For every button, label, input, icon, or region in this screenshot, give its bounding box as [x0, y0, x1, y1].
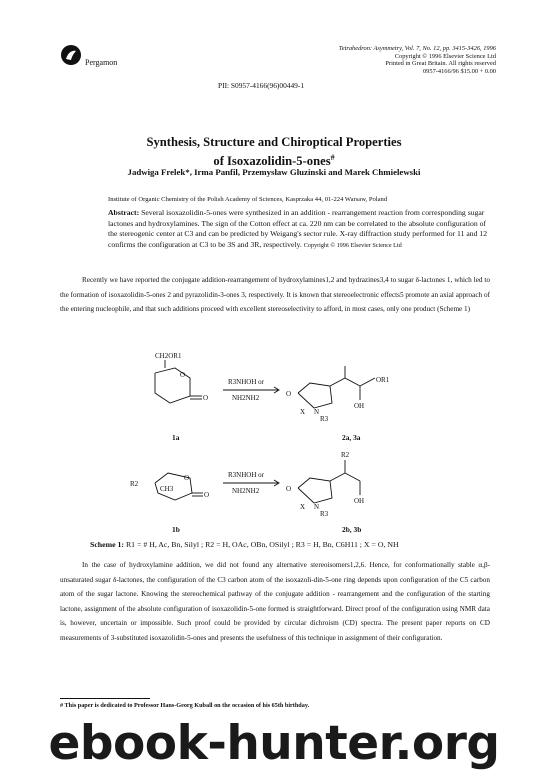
- scheme-caption: [90, 540, 399, 549]
- substituent-ch3-1b: CH3: [160, 485, 174, 493]
- reagent-hydrazine-1: NH2NH2: [232, 394, 260, 402]
- abstract: [108, 208, 488, 251]
- label-1b: 1b: [172, 525, 180, 534]
- title-footnote-mark: #: [330, 153, 335, 162]
- product-n-1: N: [314, 408, 320, 416]
- article-title: [0, 135, 548, 169]
- paragraph-2: In the case of hydroxylamine addition, we did not found any alternative stereoisomers1,2,6. Hence, for conformationally stable α,β-unsaturated sugar δ-lactones, the configuration of the C3 carbon atom of the isoxazoli-din-5-one ring depends upon configuration of the C5 carbon atom of the sugar lactone. Knowing the stereochemical pathway of the conjugate addition - rearrangement and the configuration of the starting lactone, assignment of the absolute configuration of isoxazolidin-5-one formed is straightforward. Direct proof of the configuration using NMR data is, however, uncertain or impossible. Such proof could be provided by circular dichroism (CD) spectra. The present paper reports on CD measurements of 3-substituted isoxazolidin-5-ones and presents the usefulness of this technique in assignment of their configuration.: [60, 561, 490, 642]
- label-2b-3b: 2b, 3b: [342, 525, 362, 534]
- substituent-r2-1b: R2: [130, 480, 139, 488]
- institution: Institute of Organic Chemistry of the Polish Academy of Sciences, Kasprzaka 44, 01-224 Warsaw, Poland: [108, 196, 388, 203]
- title-line-2-text: of Isoxazolidin-5-ones: [213, 154, 331, 169]
- carbonyl-oxygen-1b: O: [204, 491, 210, 499]
- substituent-oh-2: OH: [354, 497, 365, 505]
- reagent-hydroxylamine-2: R3NHOH or: [228, 471, 264, 479]
- reagent-hydroxylamine-1: R3NHOH or: [228, 378, 264, 386]
- pii: PII: S0957-4166(96)00449-1: [218, 81, 305, 90]
- label-2a-3a: 2a, 3a: [342, 433, 361, 442]
- product-carbonyl-o-1: O: [286, 390, 292, 398]
- reaction-arrow-1: [223, 378, 279, 402]
- pergamon-logo: [60, 44, 82, 66]
- product-x-2: X: [300, 503, 306, 511]
- reaction-arrow-2: [223, 471, 279, 495]
- ring-oxygen-1a: O: [180, 371, 186, 379]
- product-x-1: X: [300, 408, 306, 416]
- substituent-r2-product: R2: [341, 451, 350, 459]
- compound-2a-3a: [286, 366, 390, 442]
- label-1a: 1a: [172, 433, 180, 442]
- substituent-oh-1: OH: [354, 402, 365, 410]
- journal-price: 0957-4166/96 $15.00 + 0.00: [422, 67, 496, 75]
- footnote: # This paper is dedicated to Professor Hans-Georg Kuball on the occasion of his 65th birthday.: [60, 702, 310, 709]
- scheme-caption-text: R1 = # H, Ac, Bn, Silyl ; R2 = H, OAc, OBn, OSilyl ; R3 = H, Bn, C6H11 ; X = O, NH: [125, 540, 399, 549]
- publisher-name: Pergamon: [85, 58, 118, 67]
- journal-citation: Tetrahedron: Asymmetry, Vol. 7, No. 12, pp. 3415-3426, 1996: [338, 45, 496, 52]
- reagent-hydrazine-2: NH2NH2: [232, 487, 260, 495]
- ring-oxygen-1b: O: [184, 474, 190, 482]
- journal-copyright: Copyright © 1996 Elsevier Science Ltd: [394, 52, 496, 60]
- title-line-1: Synthesis, Structure and Chiroptical Properties: [146, 135, 402, 149]
- compound-2b-3b: [286, 451, 364, 534]
- product-r3-2: R3: [320, 510, 329, 518]
- abstract-copyright: Copyright © 1996 Elsevier Science Ltd: [303, 241, 402, 249]
- product-n-2: N: [314, 503, 320, 511]
- journal-info: [339, 45, 496, 75]
- scheme-1-diagram: [0, 348, 548, 540]
- paragraph-1: Recently we have reported the conjugate addition-rearrangement of hydroxylamines1,2 and hydrazines3,4 to sugar δ-lactones 1, which led to the formation of isoxazolidin-5-ones 2 and pyrazolidin-3-ones 3, respectively. It is known that stereoelectronic effects5 promote an axial approach of the entering nucleophile, and that such additions proceed with excellent stereoselectivity to afford, in most cases, only one product (Scheme 1): [60, 276, 490, 313]
- abstract-label: Abstract:: [108, 208, 140, 217]
- compound-1a: [155, 352, 208, 442]
- substituent-ch2or1: CH2OR1: [155, 352, 182, 360]
- scheme-caption-label: Scheme 1:: [90, 540, 124, 549]
- substituent-or1-product: OR1: [376, 376, 390, 384]
- journal-printed: Printed in Great Britain. All rights reserved: [385, 60, 496, 68]
- abstract-text: Several isoxazolidin-5-ones were synthesized in an addition - rearrangement reaction from corresponding sugar lactones and hydroxylamines. The sign of the Cotton effect at ca. 220 nm can be correlated to the absolute configuration of the stereogenic center at C3 and can be predicted by Weigang's sector rule. X-ray diffraction study performed for 11 and 12 confirms the configuration at C3 to be 3S and 3R, respectively.: [108, 208, 488, 249]
- product-r3-1: R3: [320, 415, 329, 423]
- compound-1b: [130, 473, 209, 534]
- carbonyl-oxygen-1a: O: [203, 394, 209, 402]
- authors: Jadwiga Frelek*, Irma Panfil, Przemysław Gluzinski and Marek Chmielewski: [127, 167, 421, 177]
- footnote-rule: [60, 698, 150, 699]
- watermark[interactable]: ebook-hunter.org: [48, 716, 500, 771]
- product-carbonyl-o-2: O: [286, 485, 292, 493]
